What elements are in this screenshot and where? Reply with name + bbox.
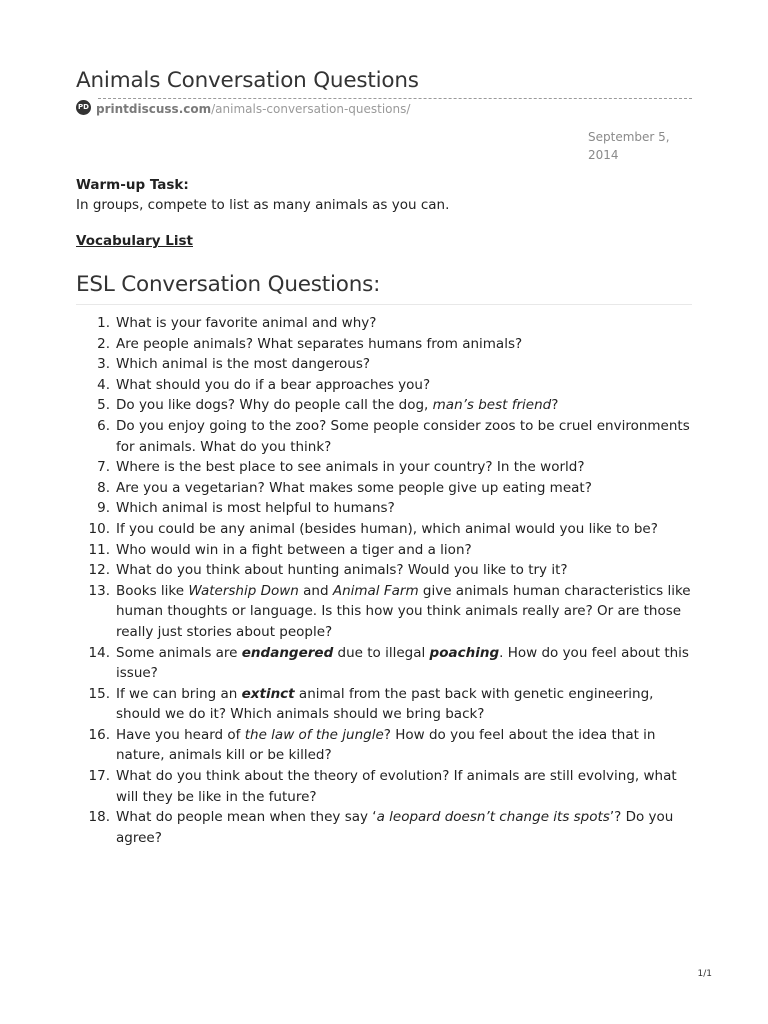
page-number: 1/1	[697, 969, 712, 979]
publish-date-line2: 2014	[588, 148, 619, 162]
question-emphasis: man’s best friend	[432, 397, 552, 414]
question-number: 16.	[88, 726, 110, 743]
question-text	[116, 581, 692, 643]
question-number: 18.	[88, 809, 110, 826]
question-emphasis: poaching	[429, 644, 500, 661]
question-number: 5.	[97, 397, 110, 414]
warmup-section	[76, 175, 692, 215]
question-item	[76, 457, 692, 478]
question-item	[76, 643, 692, 684]
question-number: 10.	[88, 520, 110, 537]
question-number: 1.	[97, 315, 110, 331]
question-number: 11.	[88, 541, 110, 558]
question-emphasis: a leopard doesn’t change its spots	[376, 809, 610, 826]
questions-list	[76, 313, 692, 848]
publish-date-line1: September 5,	[588, 130, 670, 144]
question-number: 13.	[88, 582, 110, 599]
question-text-segment: Do you like dogs? Why do people call the dog,	[116, 397, 433, 414]
question-item	[76, 375, 692, 396]
question-emphasis: extinct	[241, 685, 295, 702]
publish-date	[588, 128, 678, 164]
question-text	[116, 643, 692, 684]
question-text-segment: and	[298, 582, 333, 599]
question-text-segment: What should you do if a bear approaches you?	[116, 376, 431, 393]
question-number: 14.	[88, 644, 110, 661]
question-number: 7.	[97, 459, 110, 476]
title-divider	[98, 98, 692, 99]
question-item	[76, 581, 692, 643]
question-text-segment: Are people animals? What separates humans from animals?	[116, 335, 523, 352]
question-text-segment: ?	[551, 397, 559, 414]
question-text-segment: If we can bring an	[116, 685, 242, 702]
question-text-segment: Do you enjoy going to the zoo? Some people consider zoos to be cruel environments for animals. What do you think?	[116, 417, 690, 455]
question-text-segment: Which animal is the most dangerous?	[116, 356, 371, 373]
question-item	[76, 334, 692, 355]
question-text	[116, 684, 692, 725]
question-text	[116, 395, 692, 416]
section-divider	[76, 304, 692, 305]
question-text	[116, 540, 692, 561]
question-text-segment: Where is the best place to see animals in your country? In the world?	[116, 459, 585, 476]
question-text	[116, 334, 692, 355]
question-item	[76, 416, 692, 457]
question-number: 17.	[88, 768, 110, 785]
warmup-heading: Warm-up Task:	[76, 177, 189, 193]
question-text-segment: animal from the past back with genetic engineering, should we do it? Which animals should we bring back?	[116, 685, 654, 723]
question-number: 8.	[97, 479, 110, 496]
question-item	[76, 478, 692, 499]
question-text-segment: Who would win in a fight between a tiger and a lion?	[116, 541, 472, 558]
question-text-segment: Which animal is most helpful to humans?	[116, 500, 395, 517]
question-item	[76, 540, 692, 561]
question-text	[116, 457, 692, 478]
question-item	[76, 766, 692, 807]
question-text-segment: Books like	[116, 582, 189, 599]
printdiscuss-logo-icon: PD	[76, 100, 91, 115]
question-text-segment: due to illegal	[333, 644, 430, 661]
question-text-segment: What is your favorite animal and why?	[116, 315, 377, 331]
question-number: 9.	[97, 500, 110, 517]
question-text-segment: give animals human characteristics like human thoughts or language. Is this how you think animals really are? Or are those really just stories about people?	[116, 582, 691, 640]
question-text	[116, 478, 692, 499]
question-text-segment: Some animals are	[116, 644, 242, 661]
question-text-segment: If you could be any animal (besides human), which animal would you like to be?	[116, 520, 658, 537]
question-item	[76, 519, 692, 540]
question-item	[76, 498, 692, 519]
question-text	[116, 807, 692, 848]
page-title: Animals Conversation Questions	[76, 68, 419, 93]
question-item	[76, 684, 692, 725]
question-text	[116, 560, 692, 581]
question-text	[116, 354, 692, 375]
question-text-segment: ’? Do you agree?	[116, 809, 674, 846]
document-page	[76, 66, 692, 848]
source-domain[interactable]: printdiscuss.com	[96, 102, 212, 116]
section-heading: ESL Conversation Questions:	[76, 272, 381, 297]
question-text	[116, 519, 692, 540]
question-text	[116, 725, 692, 766]
source-url[interactable]	[76, 100, 692, 118]
warmup-text: In groups, compete to list as many animals as you can.	[76, 197, 450, 213]
question-number: 6.	[97, 417, 110, 434]
question-text-segment: . How do you feel about this issue?	[116, 644, 689, 682]
question-item	[76, 313, 692, 334]
question-emphasis: the law of the jungle	[244, 726, 384, 743]
question-item	[76, 807, 692, 848]
question-text-segment: Are you a vegetarian? What makes some people give up eating meat?	[116, 479, 592, 496]
question-text-segment: What do you think about hunting animals? Would you like to try it?	[116, 562, 568, 579]
question-text-segment: What do people mean when they say ‘	[116, 809, 377, 826]
question-emphasis: Animal Farm	[332, 582, 419, 599]
question-text	[116, 313, 692, 334]
question-item	[76, 725, 692, 766]
question-text	[116, 375, 692, 396]
question-number: 4.	[97, 376, 110, 393]
question-emphasis: endangered	[241, 644, 334, 661]
question-text	[116, 766, 692, 807]
question-text	[116, 498, 692, 519]
source-path[interactable]: /animals-conversation-questions/	[211, 102, 411, 116]
vocabulary-list-link[interactable]: Vocabulary List	[76, 233, 193, 249]
question-text-segment: Have you heard of	[116, 726, 245, 743]
question-number: 12.	[88, 562, 110, 579]
question-text-segment: ? How do you feel about the idea that in nature, animals kill or be killed?	[116, 726, 656, 764]
question-emphasis: Watership Down	[188, 582, 299, 599]
question-item	[76, 560, 692, 581]
question-item	[76, 354, 692, 375]
question-number: 15.	[88, 685, 110, 702]
question-number: 2.	[97, 335, 110, 352]
question-text-segment: What do you think about the theory of evolution? If animals are still evolving, what will they be like in the future?	[116, 768, 677, 805]
question-text	[116, 416, 692, 457]
question-number: 3.	[97, 356, 110, 373]
question-item	[76, 395, 692, 416]
